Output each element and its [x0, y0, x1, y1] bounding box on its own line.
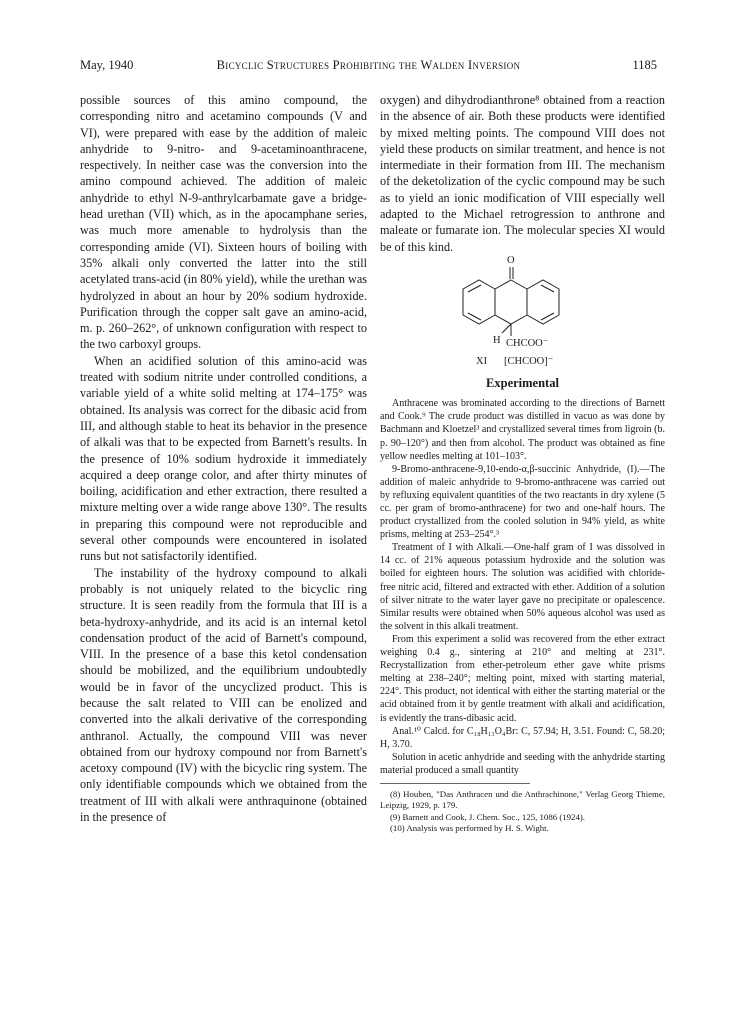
right-column: [380, 92, 665, 835]
header-date: May, 1940: [80, 58, 134, 72]
paragraph: Solution in acetic anhydride and seeding with the anhydride starting material produced a small quantity: [380, 751, 665, 776]
experimental-section: [380, 397, 665, 777]
left-column: [80, 92, 367, 825]
footnote: (8) Houben, "Das Anthracen und die Anthrachinone," Verlag Georg Thieme, Leipzig, 1929, p. 179.: [380, 788, 665, 811]
footnote: (10) Analysis was performed by H. S. Wight.: [390, 823, 549, 834]
paragraph: possible sources of this amino compound, the corresponding nitro and acetamino compounds (V and VI), were prepared with ease by the addition of maleic anhydride to 9-nitro- and 9-acetaminoanthracene, respectively. In neither case was the conversion into the amino compound achieved. The addition of maleic anhydride to ethyl N-9-anthrylcarbamate gave a bridge-head urethan (VII) which, as in the apocamphane series, was much more amenable to hydrolysis than the corresponding amide (VI). Sixteen hours of boiling with 35% alkali only converted the latter into the still acetylated trans-acid (in 80% yield), while the urethan was hydrolyzed in about an hour by 20% sodium hydroxide. Purification through the copper salt gave an amino-acid, m. p. 260–262°, of unknown configuration with respect to the two carboxyl groups.: [80, 93, 367, 352]
paragraph: Anthracene was brominated according to the directions of Barnett and Cook.⁹ The crude product was distilled in vacuo as was done by Bachmann and Kloetzel³ and crystallized several times from ligroin (b. p. 90–120°) and then from alcohol. The product was obtained as fine yellow needles melting at 101–103°.: [380, 398, 665, 462]
paragraph: 9-Bromo-anthracene-9,10-endo-α,β-succinic Anhydride, (I).—The addition of maleic anhydride to 9-bromo-anthracene was carried out by refluxing equivalent quantities of the two reactants in dry xylene (5 cc. per gram of bromo-anthracene) for two and one-half hours. The product crystallized from the cooled solution in 94% yield, as white prisms, melting at 253–254°.³: [380, 463, 665, 541]
footnotes: [380, 789, 665, 835]
chcoo-bracket-label: [CHCOO]⁻: [504, 355, 554, 367]
chcoo-label: CHCOO⁻: [506, 337, 549, 349]
structure-xi: [380, 254, 665, 371]
paragraph: Treatment of I with Alkali.—One-half gram of I was dissolved in 14 cc. of 21% aqueous potassium hydroxide and the solution was boiled for eighteen hours. The solution was acidified with chloride-free nitric acid, filtered and extracted with ether. Addition of a solution of silver nitrate to the water layer gave no precipitate or opalescence. Similar results were obtained when 50% aqueous alcohol was used as the solvent in this alkali treatment.: [380, 542, 665, 632]
paragraph: oxygen) and dihydrodianthrone⁸ obtained from a reaction in the absence of air. Both these products were identified by mixed melting points. The compound VIII does not yield these products on similar treatment, and hence is not intermediate in their formation from III. The mechanism of the deketolization of the cyclic compound may be such as to yield an ionic modification of VIII especially well adapted to the Michael retrogression to anthrone and maleate or fumarate ion. The molecular species XI would be of this kind.: [380, 93, 665, 254]
page-number: 1185: [632, 58, 657, 72]
header-title: Bicyclic Structures Prohibiting the Walden Inversion: [216, 58, 521, 72]
paragraph: From this experiment a solid was recovered from the ether extract weighing 0.4 g., sintering at 210° and melting at 231°. Recrystallization from ether-petroleum ether gave white prisms melting at 238–240°; melting point, mixed with starting material, 224°. This product, not identical with either the starting material or the acid obtained from it by gentle treatment with alkali and acidification, is evidently the trans-dibasic acid.: [380, 633, 665, 724]
running-header: [80, 58, 657, 78]
footnote: (9) Barnett and Cook, J. Chem. Soc., 125, 1086 (1924).: [390, 811, 585, 822]
oxygen-label: O: [507, 254, 515, 266]
experimental-heading: Experimental: [486, 375, 559, 390]
compound-xi-label: XI: [476, 355, 488, 367]
hydrogen-label: H: [493, 334, 501, 346]
paragraph: The instability of the hydroxy compound to alkali probably is not uniquely related to the bicyclic ring structure. It is seen readily from the formula that III is a beta-hydroxy-anhydride, and its acid is an internal ketol condensation product of the acid of Barnett's compound, VIII. In the presence of a base this ketol condensation should be mobilized, and the equilibrium undoubtedly would be in favor of the uncyclized product. This is because the salt related to VIII can be enolized and converted into the alkali derivative of the corresponding anthranol. Actually, the compound VIII was never obtained from our hydroxy compound nor from Barnett's acetoxy compound (IV) with the bicyclic ring system. The only identifiable compounds which we obtained from the treatment of III with alkali were anthraquinone (obtained in the presence of: [80, 565, 367, 825]
paragraph: Anal.¹⁰ Calcd. for C₁₈H₁₃O₄Br: C, 57.94; H, 3.51. Found: C, 58.20; H, 3.70.: [380, 725, 665, 750]
paragraph: When an acidified solution of this amino-acid was treated with sodium nitrite under controlled conditions, a variable yield of a white solid melting at 174–175° was obtained. Its analysis was correct for the dibasic acid from III, and although stable to heat its behavior in the presence of alkali was that to be expected from Barnett's results. In the presence of 10% sodium hydroxide it immediately acquired a deep orange color, and after thirty minutes of boiling, acidification and ether extraction, there resulted a mixture melting over a wide range above 130°. The results in preparing this compound were not reproducible and several other compounds were encountered in isolated runs but not satisfactorily identified.: [80, 353, 367, 564]
